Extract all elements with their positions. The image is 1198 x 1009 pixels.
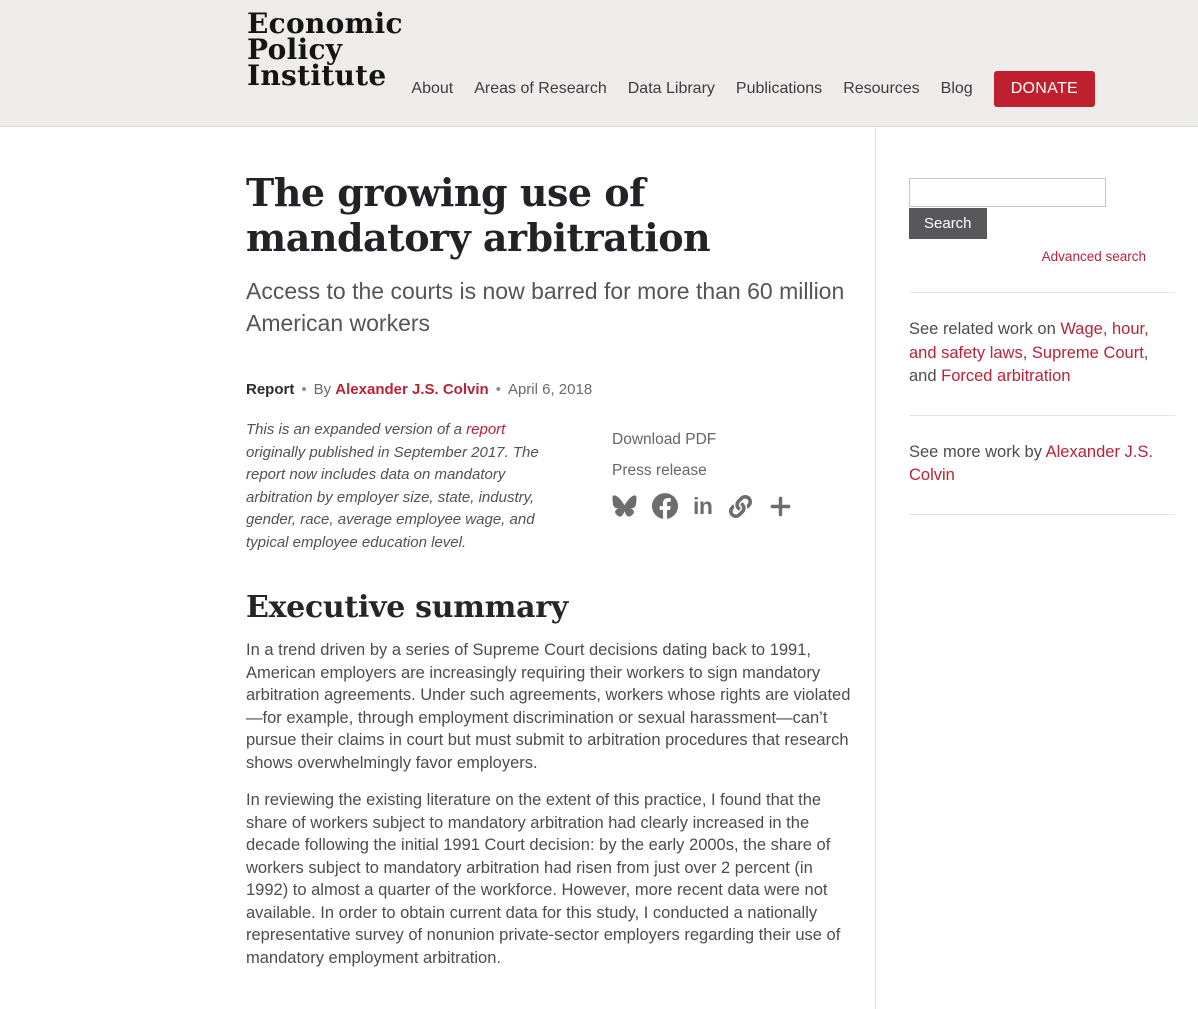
related-link-wage-hour-safety[interactable]: Wage, hour, and safety laws — [909, 320, 1149, 362]
byline — [246, 381, 853, 398]
byline-by: By — [313, 381, 332, 398]
donate-button[interactable]: DONATE — [994, 71, 1095, 107]
nav-about[interactable]: About — [411, 80, 454, 97]
copy-link-icon[interactable] — [727, 495, 754, 518]
search-input[interactable] — [909, 178, 1106, 207]
advanced-search-link[interactable]: Advanced search — [1041, 249, 1146, 264]
related-work-text: , — [1022, 343, 1032, 362]
share-bar — [612, 493, 792, 519]
bluesky-icon[interactable] — [612, 495, 637, 517]
sidebar-divider — [909, 415, 1175, 416]
nav-resources[interactable]: Resources — [843, 80, 920, 97]
more-work-text: See more work by — [909, 442, 1046, 461]
executive-summary-heading: Executive summary — [246, 590, 568, 625]
sidebar — [876, 127, 1198, 1009]
page-body — [0, 127, 1198, 1009]
related-work — [909, 318, 1175, 389]
page-subtitle: Access to the courts is now barred for more than 60 million American workers — [246, 278, 845, 336]
author-link[interactable]: Alexander J.S. Colvin — [335, 381, 489, 398]
download-links — [612, 419, 792, 554]
logo-line: Institute — [247, 59, 387, 92]
summary-paragraph: In a trend driven by a series of Supreme Court decisions dating back to 1991, American employers are increasingly requiring their workers to sign mandatory arbitration agreements. Under such agreements, workers whose rights are violated—for example, through employment discrimination or sexual harassment—can’t pursue their claims in court but must submit to arbitration procedures that research shows overwhelmingly favor employers. — [246, 641, 851, 772]
epi-logo[interactable] — [247, 7, 403, 92]
sidebar-divider — [909, 292, 1175, 293]
page-title: The growing use of mandatory arbitration — [246, 170, 711, 260]
note-text: originally published in September 2017. The report now includes data on mandatory arbitration by employer size, state, industry, gender, race, average employee wage, and typical employee education level. — [246, 443, 539, 551]
share-plus-icon[interactable] — [769, 495, 792, 518]
advanced-search-row — [909, 248, 1175, 266]
nav-data-library[interactable]: Data Library — [627, 80, 715, 97]
note-text: This is an expanded version of a — [246, 421, 467, 438]
facebook-icon[interactable] — [652, 493, 678, 519]
press-release-link[interactable]: Press release — [612, 462, 707, 479]
logo-line: Policy — [247, 33, 343, 66]
publication-date: April 6, 2018 — [507, 381, 593, 398]
related-link-forced-arbitration[interactable]: Forced arbitration — [941, 367, 1071, 385]
related-work-text: See related work on — [909, 320, 1061, 338]
byline-separator: • — [301, 381, 307, 398]
nav-publications[interactable]: Publications — [735, 80, 823, 97]
search-block — [909, 178, 1175, 266]
summary-paragraph: In reviewing the existing literature on the extent of this practice, I found that the share of workers subject to mandatory arbitration had clearly increased in the decade following the initial 1991 Court decision: by the early 2000s, the share of workers subject to mandatory arbitration had risen from just over 2 percent (in 1992) to almost a quarter of the workforce. However, more recent data were not available. In order to obtain current data for this study, I conducted a nationally representative survey of nonunion private-sector employers regarding their use of mandatory employment arbitration. — [246, 791, 841, 967]
logo-line: Economic — [247, 7, 403, 40]
article-column — [0, 127, 876, 1009]
more-work-author-link[interactable]: Alexander J.S. Colvin — [909, 442, 1153, 484]
download-pdf-link[interactable]: Download PDF — [612, 431, 717, 448]
search-button[interactable]: Search — [909, 208, 987, 239]
main-nav — [411, 71, 1095, 107]
editorial-note — [246, 419, 560, 554]
nav-blog[interactable]: Blog — [940, 80, 973, 97]
more-work — [909, 441, 1175, 488]
related-link-supreme-court[interactable]: Supreme Court — [1031, 343, 1144, 362]
nav-areas-of-research[interactable]: Areas of Research — [474, 80, 607, 97]
byline-separator: • — [495, 381, 501, 398]
original-report-link[interactable]: report — [466, 421, 506, 438]
linkedin-icon[interactable]: in — [693, 492, 713, 519]
note-and-downloads — [246, 419, 853, 554]
sidebar-divider — [909, 514, 1175, 515]
related-work-text: , and — [909, 343, 1149, 385]
site-header — [0, 0, 1198, 127]
publication-type: Report — [246, 381, 295, 398]
